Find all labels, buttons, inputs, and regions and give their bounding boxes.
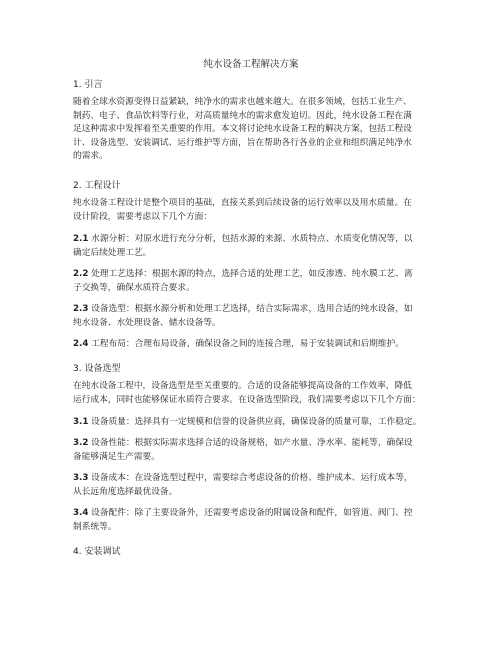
text-line: 设备选型：根据水源分析和处理工艺选择，结合实际需求，选用合适的纯水设备，如 xyxy=(91,304,413,314)
design-item-2-2 xyxy=(73,268,433,295)
section-heading-design: 2. 工程设计 xyxy=(73,181,121,191)
section-heading-intro: 1. 引言 xyxy=(73,80,103,90)
selection-item-3-2 xyxy=(73,437,433,464)
item-number: 3.4 xyxy=(73,508,89,518)
item-number: 3.2 xyxy=(73,438,89,448)
text-line: 足这种需求中发挥着至关重要的作用。本文将讨论纯水设备工程的解决方案，包括工程设 xyxy=(73,124,412,134)
text-line: 计、设备选型、安装调试、运行维护等方面，旨在帮助各行各业的企业和组织满足纯净水 xyxy=(73,137,412,148)
item-number: 2.1 xyxy=(73,234,89,244)
item-number: 2.3 xyxy=(73,304,89,314)
item-number: 3.1 xyxy=(73,417,89,427)
text-line: 设备配件：除了主要设备外，还需要考虑设备的附属设备和配件，如管道、阀门、控 xyxy=(91,508,413,518)
text-line: 设备性能：根据实际需求选择合适的设备规格，如产水量、净水率、能耗等，确保设 xyxy=(91,438,413,448)
intro-paragraph xyxy=(73,96,433,164)
text-line: 从长远角度选择最优设备。 xyxy=(73,486,178,497)
selection-item-3-3 xyxy=(73,472,433,499)
design-item-2-4 xyxy=(73,338,433,352)
design-item-2-3 xyxy=(73,303,433,330)
text-line: 设备成本：在设备选型过程中，需要综合考虑设备的价格、维护成本、运行成本等， xyxy=(91,473,413,483)
selection-paragraph xyxy=(73,380,433,407)
text-line: 纯水设备、水处理设备、储水设备等。 xyxy=(73,317,221,328)
text-line: 水源分析：对原水进行充分分析，包括水源的来源、水质特点、水质变化情况等，以 xyxy=(91,234,413,244)
item-number: 3.3 xyxy=(73,473,89,483)
text-line: 在纯水设备工程中，设备选型是至关重要的。合适的设备能够提高设备的工作效率，降低 xyxy=(73,381,412,391)
text-line: 确定后续处理工艺。 xyxy=(73,247,152,258)
item-number: 2.4 xyxy=(73,339,89,349)
text-line: 制系统等。 xyxy=(73,521,117,532)
design-paragraph xyxy=(73,197,433,224)
text-line: 纯水设备工程设计是整个项目的基础，直接关系到后续设备的运行效率以及用水质量。在 xyxy=(73,198,412,208)
text-line: 设备质量：选择具有一定规模和信誉的设备供应商，确保设备的质量可靠，工作稳定。 xyxy=(91,417,422,427)
text-line: 工程布局：合理布局设备，确保设备之间的连接合理，易于安装调试和后期维护。 xyxy=(91,339,404,349)
design-item-2-1 xyxy=(73,233,433,260)
selection-item-3-1 xyxy=(73,416,433,430)
section-heading-selection: 3. 设备选型 xyxy=(73,364,121,374)
text-line: 备能够满足生产需要。 xyxy=(73,451,160,462)
text-line: 设计阶段，需要考虑以下几个方面： xyxy=(73,211,212,222)
text-line: 的需求。 xyxy=(73,151,108,161)
text-line: 子交换等，确保水质符合要求。 xyxy=(73,282,195,293)
text-line: 制药、电子、食品饮料等行业，对高质量纯水的需求愈发迫切。因此，纯水设备工程在满 xyxy=(73,110,412,121)
selection-item-3-4 xyxy=(73,507,433,534)
item-number: 2.2 xyxy=(73,269,89,279)
text-line: 处理工艺选择：根据水源的特点，选择合适的处理工艺，如反渗透、纯水膜工艺、离 xyxy=(91,269,413,279)
text-line: 运行成本，同时也能够保证水质符合要求。在设备选型阶段，我们需要考虑以下几个方面： xyxy=(73,394,421,405)
text-line: 随着全球水资源变得日益紧缺，纯净水的需求也越来越大。在很多领域，包括工业生产、 xyxy=(73,97,412,107)
section-heading-install: 4. 安装调试 xyxy=(73,547,121,557)
document-title: 纯水设备工程解决方案 xyxy=(203,59,299,70)
